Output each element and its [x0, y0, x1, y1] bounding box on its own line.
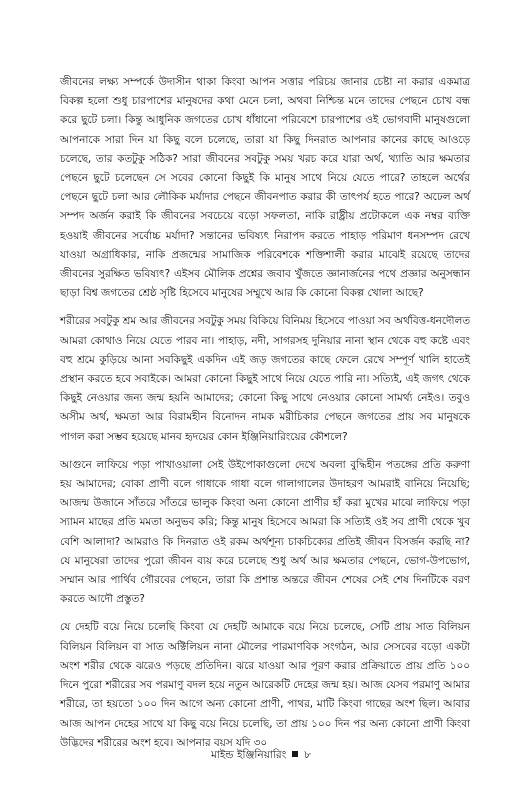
- paragraph-2: শরীরের সবটুকু শ্রম আর জীবনের সবটুকু সময় বিকিয়ে বিনিময় হিসেবে পাওয়া সব অর্থবিত্ত-ধনদৌলত আমরা কোথাও নিয়ে যেতে পারব না। পাহাড়, নদী, সাগরসহ দুনিয়ার নানা স্থান থেকে বহু কষ্টে এবং বহু শ্রমে কুড়িয়ে আনা সবকিছুই একদিন এই জড় জগতের কাছে ফেলে রেখে সম্পূর্ণ খালি হাতেই প্রস্থান করতে হবে সবাইকে। আমরা কোনো কিছুই সাথে নিয়ে যেতে পারি না। সত্যিই, এই জগৎ থেকে কিছুই নেওয়ার জন্য জন্ম হয়নি আমাদের; কোনো কিছু সাথে নেওয়ার কোনো সামর্থ্য নেইও। তবুও অসীম অর্থ, ক্ষমতা আর বিরামহীন বিনোদন নামক মরীচিকার পেছনে জগতের প্রায় সব মানুষকে পাগল করা সম্ভব হয়েছে মানব হৃদয়ের কোন ইঞ্জিনিয়ারিংয়ের কৌশলে?: [60, 315, 470, 443]
- paragraph-3: আগুনে লাফিয়ে পড়া পাখাওয়ালা সেই উইপোকাগুলো দেখে অবলা বুদ্ধিহীন পতঙ্গের প্রতি করুণা হয় আমাদের; বোকা প্রাণী বলে গাধাকে গাধা বলে গালাগালের উদাহরণ আমরাই বানিয়ে নিয়েছি; আজন্ম উজানে সাঁতরে সাঁতরে ভালুক কিংবা অন্য কোনো প্রাণীর হাঁ করা মুখের মাঝে লাফিয়ে পড়া স্যামন মাছের প্রতি মমতা অনুভব করি; কিন্তু মানুষ হিসেবে আমরা কি সত্যিই ওই সব প্রাণী থেকে খুব বেশি আলাদা? আমরাও কি দিনরাত ওই রকম অর্থশূন্য চাকচিক্যের প্রতিই জীবন বিসর্জন করছি না? যে মানুষেরা তাদের পুরো জীবন ব্যয় করে চলেছে শুধু অর্থ আর ক্ষমতার পেছনে, ভোগ-উপভোগ, সম্মান আর পার্থিব গৌরবের পেছনে, তারা কি প্রশান্ত অন্তরে জীবন শেষের সেই শেষ দিনটিকে বরণ করতে আদৌ প্রস্তুত?: [60, 458, 470, 606]
- page-footer: [0, 748, 522, 762]
- page-body: [60, 73, 470, 753]
- paragraph-1: জীবনের লক্ষ্য সম্পর্কে উদাসীন থাকা কিংবা আপন সত্তার পরিচয় জানার চেষ্টা না করার একমাত্র বিকল্প হলো শুধু চারপাশের মানুষদের কথা মেনে চলা, অথবা নিশ্চিন্ত মনে তাদের পেছনে চোখ বন্ধ করে ছুটে চলা। কিন্তু আধুনিক জগতের চোখ ধাঁধানো পরিবেশে চারপাশের ওই ভোগবাদী মানুষগুলো আপনাকে সারা দিন যা কিছু বলে চলেছে, তারা যা কিছু দিনরাত আপনার কানের কাছে আওড়ে চলেছে, তার কতটুকু সঠিক? সারা জীবনের সবটুকু সময় খরচ করে যারা অর্থ, খ্যাতি আর ক্ষমতার পেছনে ছুটে চলেছেন সে সবের কোনো কিছুই কি মানুষ সাথে নিয়ে যেতে পারে? তাহলে অর্থের পেছনে ছুটে চলা আর লৌকিক মর্যাদার পেছনে জীবনপাত করার কী তাৎপর্য হতে পারে? অঢেল অর্থ সম্পদ অর্জন করাই কি জীবনের সবচেয়ে বড়ো সফলতা, নাকি রাষ্ট্রীয় প্রটোকলে এক নম্বর ব্যক্তি হওয়াই জীবনের সর্বোচ্চ মর্যাদা? সন্তানের ভবিষ্যৎ নিরাপদ করতে পাহাড় পরিমাণ ধনসম্পদ রেখে যাওয়া অগ্রাধিকার, নাকি প্রজন্মের সামাজিক পরিবেশকে শক্তিশালী করার মাঝেই রয়েছে তাদের জীবনের সুরক্ষিত ভবিষ্যৎ? এইসব মৌলিক প্রশ্নের জবাব খুঁজতে জ্ঞানার্জনের পথে প্রজ্ঞার অনুসন্ধান ছাড়া বিশ্ব জগতের শ্রেষ্ঠ সৃষ্টি হিসেবে মানুষের সম্মুখে আর কি কোনো বিকল্প খোলা আছে?: [60, 76, 470, 300]
- square-bullet-icon: [292, 751, 298, 757]
- book-title: মাইন্ড ইঞ্জিনিয়ারিং: [210, 749, 287, 761]
- paragraph-4: যে দেহটি বয়ে নিয়ে চলেছি কিংবা যে দেহটি আমাকে বয়ে নিয়ে চলেছে, সেটি প্রায় সাত বিলিয়ন বিলিয়ন বিলিয়ন বা সাত অক্টিলিয়ন নানা মৌলের পারমাণবিক সংগঠন, আর সেসবের বড়ো একটা অংশ শরীর থেকে ঝরেও পড়ছে প্রতিদিন। ঝরে যাওয়া আর পূরণ করার প্রক্রিয়াতে প্রায় প্রতি ১০০ দিনে পুরো শরীরের সব পরমাণু বদল হয়ে নতুন আরেকটি দেহের জন্ম হয়। আজ যেসব পরমাণু আমার শরীরে, তা হয়তো ১০০ দিন আগে অন্য কোনো প্রাণী, পাথর, মাটি কিংবা গাছের অংশ ছিল। আবার আজ আপন দেহের সাথে যা কিছু বয়ে নিয়ে চলেছি, তা প্রায় ১০০ দিন পর অন্য কোনো প্রাণী কিংবা উদ্ভিদের শরীরের অংশ হবে। আপনার বয়স যদি ৩০: [60, 621, 470, 749]
- page-number: ৮: [304, 749, 312, 761]
